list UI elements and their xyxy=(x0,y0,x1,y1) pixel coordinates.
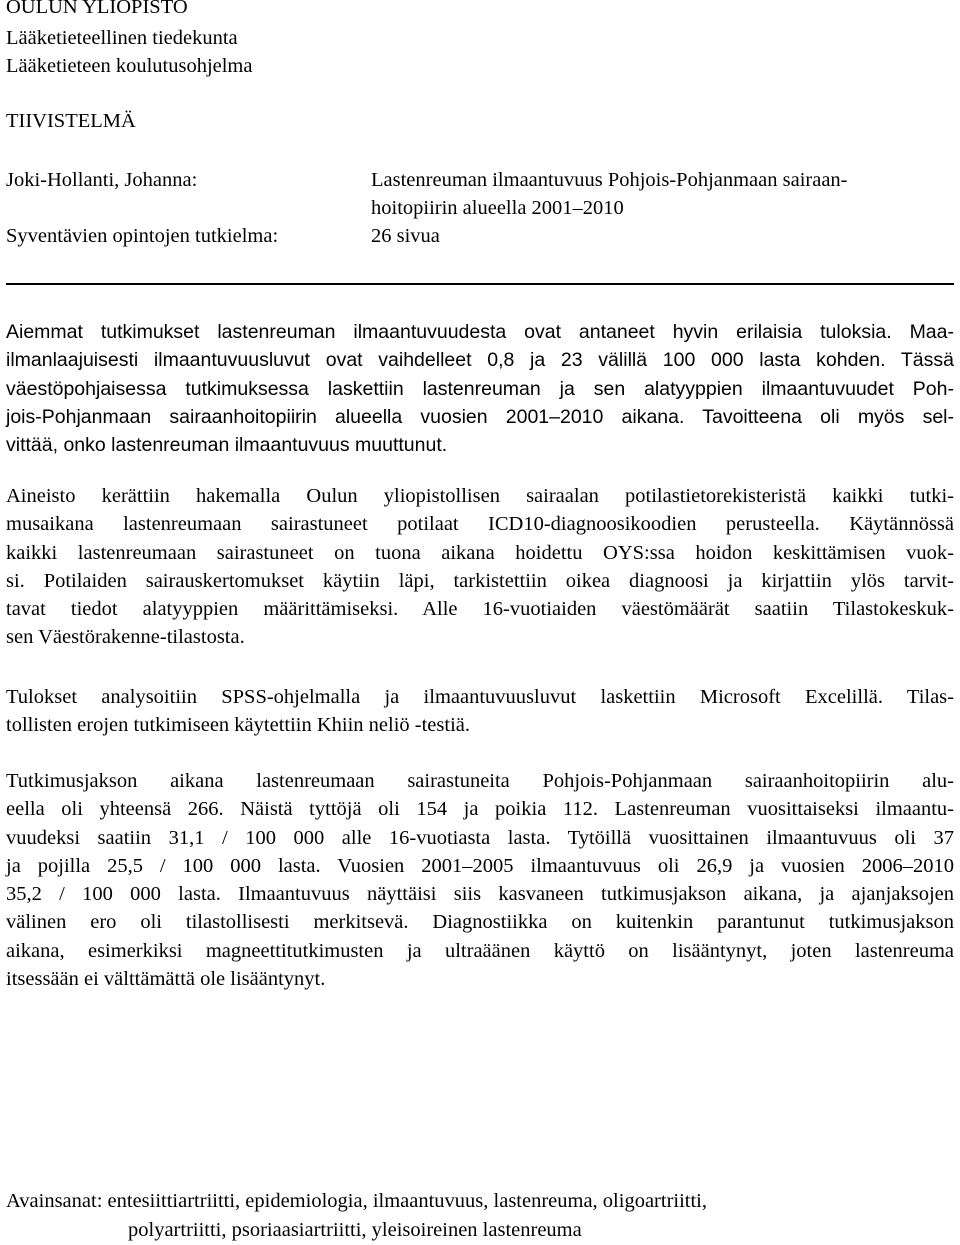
paragraph-line: ilmanlaajuisesti ilmaantuvuusluvut ovat vaihdelleet 0,8 ja 23 välillä 100 000 lasta kohden. Tässä xyxy=(6,349,954,372)
paragraph-line: vuudeksi saatiin 31,1 / 100 000 alle 16-vuotiasta lasta. Tytöillä vuosittainen ilmaantuvuus oli 37 xyxy=(6,826,954,849)
paragraph-line: tollisten erojen tutkimiseen käytettiin Khiin neliö -testiä. xyxy=(6,714,471,737)
page-count: 26 sivua xyxy=(371,225,440,247)
paragraph-line: ja pojilla 25,5 / 100 000 lasta. Vuosien 2001–2005 ilmaantuvuus oli 26,9 ja vuosien 2006–2010 xyxy=(6,854,954,877)
paragraph-line: Aineisto kerättiin hakemalla Oulun yliopistollisen sairaalan potilastietorekisteristä kaikki tutki- xyxy=(6,485,954,507)
paragraph-line: aikana, esimerkiksi magneettitutkimusten ja ultraäänen käyttö on lisääntynyt, joten lastenreuma xyxy=(6,939,954,962)
paragraph-line: sen Väestörakenne-tilastosta. xyxy=(6,626,245,649)
programme-name: Lääketieteen koulutusohjelma xyxy=(6,55,253,77)
paragraph-line: väestöpohjaisessa tutkimuksessa laskettiin lastenreuman ja sen alatyyppien ilmaantuvuudet Poh- xyxy=(6,377,954,400)
paragraph-line: tavat tiedot alatyyppien määrittämiseksi. Alle 16-vuotiaiden väestömäärät saatiin Tilastokeskuk- xyxy=(6,598,954,621)
paragraph-line: välinen ero oli tilastollisesti merkitsevä. Diagnostiikka on kuitenkin parantunut tutkimusjakson xyxy=(6,911,954,934)
paragraph-line: eella oli yhteensä 266. Näistä tyttöjä oli 154 ja poikia 112. Lastenreuman vuosittaiseksi ilmaantu- xyxy=(6,798,954,821)
thesis-title-line-1: Lastenreuman ilmaantuvuus Pohjois-Pohjanmaan sairaan- xyxy=(371,169,848,191)
abstract-paragraph-results xyxy=(6,767,954,993)
paragraph-line: si. Potilaiden sairauskertomukset käytiin läpi, tarkistettiin oikea diagnoosi ja kirjattiin ylös tarvit- xyxy=(6,569,954,592)
document-type: TIIVISTELMÄ xyxy=(6,110,136,132)
paragraph-line: 35,2 / 100 000 lasta. Ilmaantuvuus näyttäisi siis kasvaneen tutkimusjakson aikana, ja ajanjaksojen xyxy=(6,883,954,906)
university-name: OULUN YLIOPISTO xyxy=(6,0,188,18)
paragraph-line: vittää, onko lastenreuman ilmaantuvuus muuttunut. xyxy=(6,434,448,457)
paragraph-line: jois-Pohjanmaan sairaanhoitopiirin alueella vuosien 2001–2010 aikana. Tavoitteena oli myös sel- xyxy=(6,405,954,428)
abstract-paragraph-analysis xyxy=(6,683,954,740)
paragraph-line: musaikana lastenreumaan sairastuneet potilaat ICD10-diagnoosikoodien perusteella. Käytännössä xyxy=(6,513,954,536)
paragraph-line: Tulokset analysoitiin SPSS-ohjelmalla ja ilmaantuvuusluvut laskettiin Microsoft Excelillä. Tilas- xyxy=(6,686,954,708)
thesis-label: Syventävien opintojen tutkielma: xyxy=(6,225,279,247)
abstract-paragraph-background xyxy=(6,318,954,459)
paragraph-line: Tutkimusjakson aikana lastenreumaan sairastuneita Pohjois-Pohjanmaan sairaanhoitopiirin alu- xyxy=(6,770,954,792)
abstract-paragraph-methods xyxy=(6,482,954,652)
paragraph-line: itsessään ei välttämättä ole lisääntynyt. xyxy=(6,968,326,991)
keywords-line-2: polyartriitti, psoriaasiartriitti, yleisoireinen lastenreuma xyxy=(128,1219,582,1241)
keywords-line-1: Avainsanat: entesiittiartriitti, epidemiologia, ilmaantuvuus, lastenreuma, oligoartriitti, xyxy=(6,1190,708,1212)
faculty-name: Lääketieteellinen tiedekunta xyxy=(6,27,238,49)
paragraph-line: kaikki lastenreumaan sairastuneet on tuona aikana hoidettu OYS:ssa hoidon keskittämisen vuok- xyxy=(6,541,954,564)
author-label: Joki-Hollanti, Johanna: xyxy=(6,169,198,191)
thesis-title-line-2: hoitopiirin alueella 2001–2010 xyxy=(371,197,624,219)
header-divider xyxy=(6,283,954,285)
paragraph-line: Aiemmat tutkimukset lastenreuman ilmaantuvuudesta ovat antaneet hyvin erilaisia tuloksia. Maa- xyxy=(6,321,954,343)
